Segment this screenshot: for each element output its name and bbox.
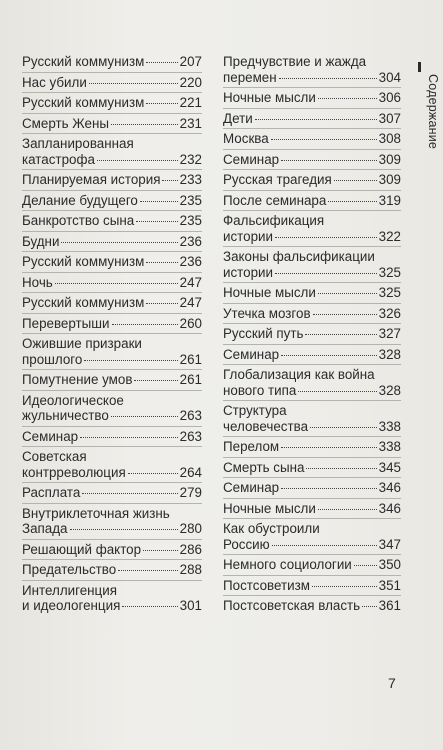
- dot-leader: [313, 314, 377, 315]
- toc-entry-last-line: [22, 213, 202, 229]
- dot-leader: [61, 242, 177, 243]
- toc-entry[interactable]: [22, 559, 202, 580]
- dot-leader: [318, 293, 377, 294]
- toc-entry-page: 261: [179, 351, 202, 367]
- toc-entry-title: Семинар: [223, 151, 280, 167]
- sidebar-marker: [418, 62, 421, 72]
- dot-leader: [111, 416, 178, 417]
- toc-entry-last-line: [22, 95, 202, 111]
- toc-entry[interactable]: [223, 400, 401, 436]
- toc-entry-title: прошлого: [22, 351, 83, 367]
- toc-entry-title: Банкротство сына: [22, 213, 135, 228]
- toc-entry[interactable]: [223, 303, 401, 324]
- dot-leader: [162, 180, 177, 181]
- toc-entry-page: 236: [179, 254, 202, 269]
- toc-entry-last-line: [223, 326, 401, 342]
- page-number: 7: [388, 675, 396, 691]
- toc-entry-title: жульничество: [22, 408, 109, 423]
- toc-entry-last-line: [223, 111, 401, 127]
- dot-leader: [362, 606, 377, 607]
- toc-entry-page: 235: [179, 192, 202, 208]
- dot-leader: [318, 98, 377, 99]
- toc-entry-title: Дети: [223, 110, 253, 126]
- toc-entry-last-line: [223, 285, 401, 301]
- toc-entry[interactable]: [223, 190, 401, 211]
- toc-entry-title: Ночные мысли: [223, 285, 316, 300]
- toc-entry-title: Глобализация как война: [223, 367, 375, 382]
- dot-leader: [140, 201, 178, 202]
- dot-leader: [84, 360, 177, 361]
- toc-entry-last-line: [22, 116, 202, 132]
- toc-entry-title: Законы фальсификации: [223, 249, 375, 264]
- toc-entry-last-line: [22, 521, 202, 537]
- toc-entry-page: 322: [378, 228, 401, 244]
- toc-entry-page: 328: [378, 382, 401, 398]
- toc-entry-title: Расплата: [22, 485, 81, 500]
- dot-leader: [275, 273, 377, 274]
- toc-entry-title: Русский коммунизм: [22, 95, 145, 110]
- toc-entry[interactable]: [223, 282, 401, 303]
- toc-entry[interactable]: [223, 246, 401, 282]
- toc-entry-page: 319: [378, 192, 401, 208]
- dot-leader: [122, 606, 177, 607]
- toc-entry-last-line: [22, 275, 202, 291]
- toc-entry-title: Фальсификация: [223, 213, 325, 228]
- toc-entry-last-line: [223, 193, 401, 209]
- dot-leader: [55, 283, 178, 284]
- section-title-vertical: Содержание: [426, 74, 440, 150]
- toc-entry-page: 247: [179, 295, 202, 310]
- toc-entry[interactable]: [223, 436, 401, 457]
- toc-entry-title: и идеологенция: [22, 598, 121, 613]
- toc-entry-page: 261: [179, 372, 202, 387]
- toc-entry-page: 286: [179, 541, 202, 557]
- toc-entry[interactable]: [22, 503, 202, 539]
- toc-entry-line: [22, 136, 202, 152]
- toc-entry-last-line: [223, 152, 401, 168]
- dot-leader: [82, 493, 177, 494]
- toc-entry-last-line: [223, 347, 401, 363]
- dot-leader: [134, 380, 177, 381]
- toc-entry-title: После семинара: [223, 192, 327, 208]
- toc-entry[interactable]: [223, 344, 401, 365]
- toc-entry-last-line: [223, 265, 401, 281]
- toc-entry-line: [22, 393, 202, 409]
- dot-leader: [143, 550, 178, 551]
- toc-entry-title: Семинар: [223, 346, 280, 362]
- toc-entry-title: Утечка мозгов: [223, 305, 311, 321]
- toc-entry[interactable]: [223, 210, 401, 246]
- dot-leader: [271, 139, 377, 140]
- toc-entry-last-line: [22, 254, 202, 270]
- toc-entry-line: [223, 367, 401, 383]
- toc-entry-last-line: [22, 372, 202, 388]
- dot-leader: [272, 545, 377, 546]
- toc-entry-last-line: [22, 152, 202, 168]
- toc-entry-page: 328: [378, 346, 401, 362]
- toc-entry-last-line: [223, 598, 401, 614]
- dot-leader: [281, 160, 377, 161]
- toc-entry-title: Запада: [22, 521, 68, 536]
- toc-entry[interactable]: [22, 231, 202, 252]
- toc-entry-page: 338: [378, 418, 401, 434]
- toc-entry-page: 232: [179, 151, 202, 167]
- toc-entry[interactable]: [22, 539, 202, 560]
- toc-entry-title: Интеллигенция: [22, 582, 117, 598]
- dot-leader: [146, 62, 177, 63]
- toc-entry-last-line: [223, 90, 401, 106]
- dot-leader: [89, 83, 178, 84]
- toc-entry-title: Внутриклеточная жизнь: [22, 505, 170, 521]
- dot-leader: [318, 509, 377, 510]
- toc-entry[interactable]: [223, 554, 401, 575]
- toc-entry[interactable]: [22, 52, 202, 72]
- toc-entry[interactable]: [22, 113, 202, 134]
- toc-entry[interactable]: [223, 149, 401, 170]
- toc-entry-last-line: [223, 419, 401, 435]
- toc-entry[interactable]: [22, 72, 202, 93]
- toc-entry-line: [223, 249, 401, 265]
- toc-entry-line: [223, 403, 401, 419]
- toc-entry-last-line: [22, 172, 202, 188]
- toc-entry-page: 351: [378, 577, 401, 593]
- toc-entry[interactable]: [22, 333, 202, 369]
- toc-entry[interactable]: [22, 580, 202, 616]
- toc-entry-page: 301: [179, 598, 202, 613]
- toc-entry-title: Русский коммунизм: [22, 54, 145, 69]
- dot-leader: [70, 529, 178, 530]
- toc-entry-last-line: [223, 501, 401, 517]
- toc-entry-last-line: [22, 54, 202, 70]
- toc-entry-last-line: [22, 352, 202, 368]
- toc-entry-page: 308: [378, 131, 401, 146]
- toc-entry-title: Решающий фактор: [22, 541, 142, 557]
- toc-entry-last-line: [223, 537, 401, 553]
- toc-entry-last-line: [22, 429, 202, 445]
- dot-leader: [298, 391, 376, 392]
- toc-entry-last-line: [223, 578, 401, 594]
- toc-entry-title: истории: [223, 264, 274, 280]
- toc-entry-title: Ночные мысли: [223, 500, 316, 516]
- toc-entry-line: [223, 54, 401, 70]
- toc-entry-page: 279: [179, 485, 202, 500]
- toc-entry-page: 233: [179, 172, 202, 187]
- toc-entry-page: 280: [179, 521, 202, 536]
- toc-entry-last-line: [22, 485, 202, 501]
- toc-entry-line: [22, 336, 202, 352]
- toc-entry-title: Ночь: [22, 274, 53, 290]
- dot-leader: [97, 160, 178, 161]
- toc-entry-page: 346: [378, 500, 401, 516]
- toc-entry-title: перемен: [223, 69, 277, 85]
- toc-entry-page: 327: [378, 326, 401, 341]
- toc-entry-title: Москва: [223, 131, 269, 146]
- toc-entry-page: 220: [179, 74, 202, 90]
- toc-entry-last-line: [22, 542, 202, 558]
- dot-leader: [128, 473, 178, 474]
- toc-entry-last-line: [223, 557, 401, 573]
- toc-entry-title: Нас убили: [22, 74, 87, 90]
- toc-entry-title: Смерть Жены: [22, 115, 109, 131]
- toc-entry[interactable]: [223, 323, 401, 344]
- toc-entry-title: Семинар: [223, 480, 280, 495]
- toc-entry[interactable]: [223, 128, 401, 149]
- toc-entry-last-line: [223, 229, 401, 245]
- toc-entry-page: 350: [378, 557, 401, 572]
- toc-entry-title: Перевертыши: [22, 315, 110, 331]
- toc-entry-last-line: [223, 480, 401, 496]
- toc-entry-title: Немного социологии: [223, 557, 352, 572]
- toc-entry-last-line: [223, 172, 401, 188]
- toc-entry[interactable]: [22, 169, 202, 190]
- toc-entry-last-line: [22, 75, 202, 91]
- dot-leader: [281, 488, 377, 489]
- toc-entry-title: катастрофа: [22, 151, 95, 167]
- toc-entry-line: [22, 583, 202, 599]
- toc-entry-last-line: [22, 598, 202, 614]
- toc-entry-title: Ожившие призраки: [22, 336, 142, 351]
- dot-leader: [310, 427, 377, 428]
- toc-entry-page: 325: [378, 264, 401, 280]
- toc-entry-title: Русский коммунизм: [22, 254, 145, 269]
- dot-leader: [146, 303, 177, 304]
- toc-entry-title: Предательство: [22, 562, 117, 577]
- dot-leader: [281, 355, 377, 356]
- toc-entry-line: [22, 506, 202, 522]
- dot-leader: [328, 201, 376, 202]
- toc-entry[interactable]: [223, 108, 401, 129]
- dot-leader: [118, 570, 177, 571]
- toc-entry[interactable]: [223, 169, 401, 190]
- toc-entry-title: Россию: [223, 536, 270, 552]
- toc-entry[interactable]: [223, 87, 401, 108]
- toc-entry-page: 304: [378, 69, 401, 85]
- toc-entry[interactable]: [22, 292, 202, 313]
- toc-entry-page: 347: [378, 536, 401, 552]
- toc-entry-last-line: [223, 460, 401, 476]
- toc-entry-page: 307: [378, 110, 401, 126]
- toc-entry-last-line: [22, 465, 202, 481]
- dot-leader: [255, 119, 377, 120]
- toc-entry[interactable]: [223, 364, 401, 400]
- toc-entry-page: 361: [378, 598, 401, 613]
- dot-leader: [136, 221, 177, 222]
- toc-entry[interactable]: [223, 575, 401, 596]
- dot-leader: [275, 237, 377, 238]
- toc-entry-page: 326: [378, 305, 401, 321]
- toc-entry-title: человечества: [223, 418, 309, 434]
- toc-entry-last-line: [223, 131, 401, 147]
- toc-entry-title: истории: [223, 228, 274, 244]
- toc-entry-page: 247: [179, 274, 202, 290]
- toc-entry-page: 309: [378, 172, 401, 187]
- toc-entry-page: 306: [378, 90, 401, 105]
- toc-entry-line: [223, 213, 401, 229]
- toc-entry-page: 235: [179, 213, 202, 228]
- toc-entry-page: 236: [179, 233, 202, 249]
- dot-leader: [111, 124, 178, 125]
- toc-entry[interactable]: [223, 518, 401, 554]
- toc-entry-title: Как обустроили: [223, 521, 320, 536]
- toc-entry-title: Смерть сына: [223, 459, 305, 475]
- toc-entry[interactable]: [22, 210, 202, 231]
- toc-entry[interactable]: [22, 133, 202, 169]
- dot-leader: [312, 586, 377, 587]
- toc-entry-title: Семинар: [22, 428, 79, 444]
- toc-entry-title: Помутнение умов: [22, 372, 133, 387]
- dot-leader: [146, 103, 177, 104]
- dot-leader: [306, 468, 376, 469]
- toc-entry[interactable]: [223, 457, 401, 478]
- toc-entry[interactable]: [22, 313, 202, 334]
- toc-entry-title: Планируемая история: [22, 172, 161, 187]
- toc-entry-title: Русский путь: [223, 326, 304, 341]
- toc-entry[interactable]: [223, 498, 401, 519]
- toc-entry-page: 207: [179, 54, 202, 69]
- toc-entry-page: 288: [179, 562, 202, 577]
- toc-entry-last-line: [22, 316, 202, 332]
- toc-entry-line: [22, 449, 202, 465]
- toc-entry-last-line: [22, 193, 202, 209]
- toc-entry-title: Русский коммунизм: [22, 295, 145, 310]
- toc-entry-title: Предчувствие и жажда: [223, 54, 367, 69]
- toc-entry-last-line: [22, 234, 202, 250]
- dot-leader: [112, 324, 178, 325]
- toc-entry[interactable]: [223, 477, 401, 498]
- toc-entry[interactable]: [22, 369, 202, 390]
- toc-entry-page: 346: [378, 480, 401, 495]
- toc-entry-title: Будни: [22, 233, 60, 249]
- dot-leader: [354, 565, 377, 566]
- toc-entry-title: контрреволюция: [22, 464, 126, 480]
- dot-leader: [281, 447, 377, 448]
- toc-entry-page: 263: [179, 408, 202, 423]
- toc-entry-title: Структура: [223, 403, 287, 418]
- toc-entry-title: Постсоветизм: [223, 577, 310, 593]
- toc-entry-title: Делание будущего: [22, 192, 138, 208]
- toc-entry-title: Перелом: [223, 439, 280, 454]
- toc-entry[interactable]: [223, 52, 401, 87]
- toc-entry-page: 309: [378, 151, 401, 167]
- toc-right-column: [223, 52, 401, 616]
- toc-entry-last-line: [223, 439, 401, 455]
- toc-entry[interactable]: [223, 595, 401, 616]
- dot-leader: [305, 334, 376, 335]
- toc-entry-title: Постсоветская власть: [223, 598, 361, 613]
- toc-entry[interactable]: [22, 426, 202, 447]
- toc-entry-page: 231: [179, 115, 202, 131]
- toc-left-column: [22, 52, 202, 616]
- toc-entry-last-line: [22, 562, 202, 578]
- toc-entry-page: 263: [179, 428, 202, 444]
- toc-entry-page: 325: [378, 285, 401, 300]
- toc-entry-last-line: [22, 408, 202, 424]
- dot-leader: [80, 437, 178, 438]
- toc-entry-page: 221: [179, 95, 202, 110]
- toc-entry-title: Ночные мысли: [223, 90, 316, 105]
- toc-entry[interactable]: [22, 272, 202, 293]
- toc-entry-page: 338: [378, 439, 401, 454]
- toc-entry-title: Советская: [22, 449, 87, 464]
- dot-leader: [279, 78, 377, 79]
- toc-entry-last-line: [223, 70, 401, 86]
- toc-entry[interactable]: [22, 190, 202, 211]
- toc-entry[interactable]: [22, 92, 202, 113]
- toc-entry[interactable]: [22, 390, 202, 426]
- toc-entry-page: 345: [378, 459, 401, 475]
- toc-entry-page: 260: [179, 315, 202, 331]
- toc-entry-title: Запланированная: [22, 136, 134, 151]
- toc-entry-last-line: [223, 306, 401, 322]
- toc-entry[interactable]: [22, 446, 202, 482]
- dot-leader: [334, 180, 377, 181]
- toc-entry[interactable]: [22, 251, 202, 272]
- toc-entry-last-line: [223, 383, 401, 399]
- dot-leader: [146, 262, 177, 263]
- toc-entry-title: нового типа: [223, 382, 297, 398]
- toc-entry-line: [223, 521, 401, 537]
- toc-entry-title: Русская трагедия: [223, 172, 332, 187]
- toc-entry-title: Идеологическое: [22, 392, 124, 408]
- toc-entry-page: 264: [179, 464, 202, 480]
- toc-entry[interactable]: [22, 482, 202, 503]
- toc-entry-last-line: [22, 295, 202, 311]
